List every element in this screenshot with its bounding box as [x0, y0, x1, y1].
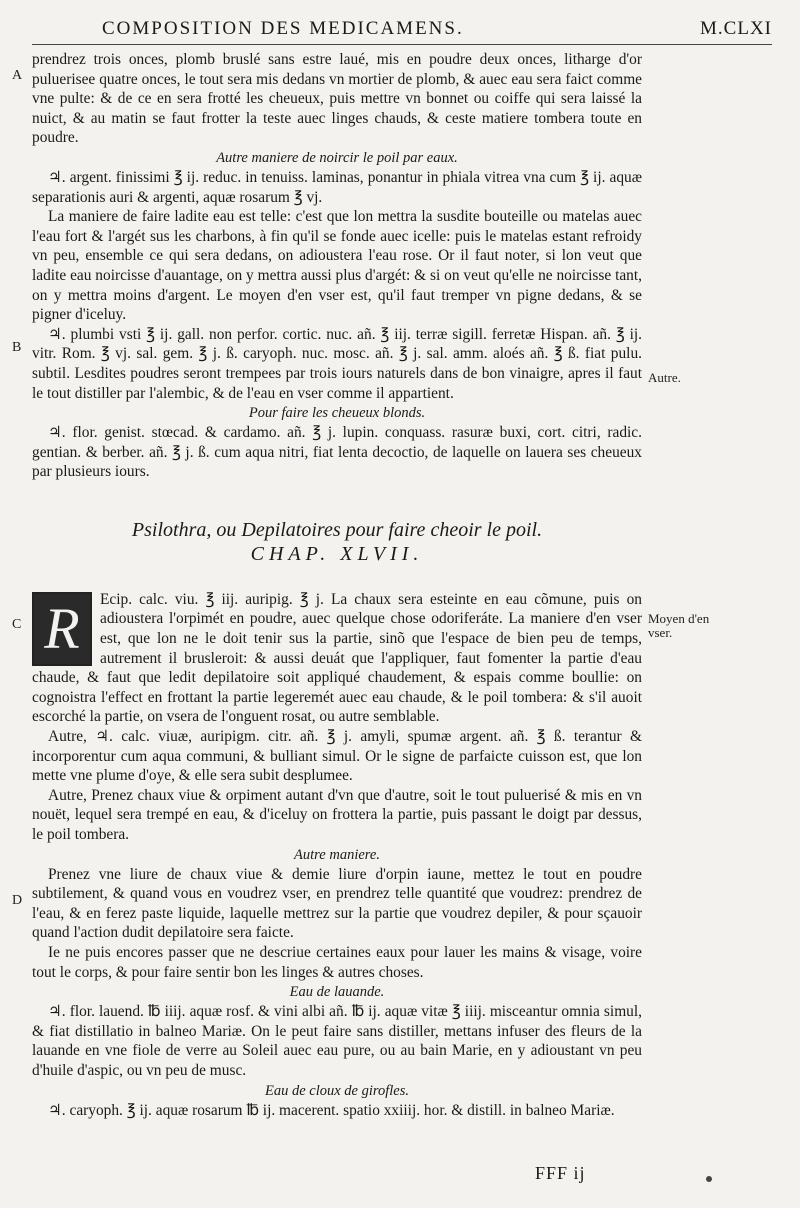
- paragraph-7: Autre, ♃. calc. viuæ, auripigm. citr. añ. ℥ j. amyli, spumæ argent. añ. ℥ ß. terantur & incorporentur cum aqua communi, & bulliant simul. Or le signe de parfaicte cuisson est, que lon mette vne plume d'oye, & elle sera subit desplumee.: [32, 728, 642, 785]
- paragraph-12: ♃. caryoph. ℥ ij. aquæ rosarum ℔ ij. macerent. spatio xxiiij. hor. & distill. in balneo Mariæ.: [48, 1101, 615, 1119]
- paragraph-5: ♃. flor. genist. stœcad. & cardamo. añ. ℥ j. lupin. conquass. rasuræ buxi, cort. citri, radic. gentian. & berber. añ. ℥ j. ß. cum aqua nitri, fiat lenta decoctio, de laquelle on lauera ses cheueux par plusieurs iours.: [32, 424, 642, 481]
- paragraph-4: ♃. plumbi vsti ℥ ij. gall. non perfor. cortic. nuc. añ. ℥ iij. terræ sigill. ferretæ Hispan. añ. ℥ ij. vitr. Rom. ℥ vj. sal. gem. ℥ j. ß. caryoph. nuc. mosc. añ. ℥ j. sal. amm. aloés añ. ℥ ß. fiat pulu. subtil. Lesdites poudres seront trempees par trois iours naturels dans de bon vinaigre, apres il faut le tout distiller par l'alembic, & de l'eau en vser comme il appartient.: [32, 325, 642, 402]
- margin-letter-c: C: [12, 617, 22, 632]
- paragraph-6: Ecip. calc. viu. ℥ iij. auripig. ℥ j. La chaux sera esteinte en eau cõmune, puis on adioustera l'orpimét en poudre, auec quelque chose odoriferáte. La maniere d'en vser est, que lon ne le doit tenir sus la partie, sinõ que l'espace de bien peu de temps, autrement il brusleroit: & aussi deuát que l'appliquer, faut fomenter la partie d'eau chaude, & faut que ledit depilatoire soit appliqué chaudement, & espais comme boullie: on cognoistra l'effect en frottant la partie legeremét auec eau chaude, & le poil tombera: & s'il auoit escorché la partie, on vsera de l'onguent rosat, ou autre semblable.: [32, 590, 642, 726]
- paragraph-2: ♃. argent. finissimi ℥ ij. reduc. in tenuiss. laminas, ponantur in phiala vitrea vna cum ℥ ij. aquæ separationis auri & argenti, aquæ rosarum ℥ vj.: [32, 168, 642, 206]
- folio-number: M.CLXI: [700, 18, 772, 39]
- text-body: [32, 50, 642, 1120]
- side-note-autre: Autre.: [648, 370, 681, 385]
- margin-letter-a: A: [12, 68, 23, 83]
- paragraph-10: Ie ne puis encores passer que ne descriue certaines eaux pour lauer les mains & visage, voire tout le corps, & pour faire sentir bon les linges & autres choses.: [32, 943, 642, 981]
- running-header: [32, 18, 772, 45]
- side-note-moyen-line1: Moyen d'en: [648, 611, 710, 626]
- paragraph-9: Prenez vne liure de chaux viue & demie liure d'orpin iaune, mettez le tout en poudre subtilement, & quand vous en voudrez vser, en prendrez telle quantité que voudrez: prendrez de l'eau, & en ferez paste liquide, laquelle mettrez sur la partie que voudrez depiler, & pour sçauoir quand l'action dudit depilatoire sera faicte.: [32, 865, 642, 942]
- section-heading-noircir: Autre maniere de noircir le poil par eaux.: [216, 149, 458, 166]
- paragraph-1: prendrez trois onces, plomb bruslé sans estre laué, mis en poudre deux onces, litharge d'or puluerisee quatre onces, le tout sera mis dedans vn mortier de plomb, & auec eau sera faict comme vne pulte: & de ce en sera frotté les cheueux, puis mettre vn bonnet ou coiffe qui sera laissé la nuict, & au matin se faut frotter la teste auec linges chauds, & ceste matiere tombera toute en poudre.: [32, 51, 642, 147]
- paragraph-11: ♃. flor. lauend. ℔ iiij. aquæ rosf. & vini albi añ. ℔ ij. aquæ vitæ ℥ iiij. misceantur omnia simul, & fiat distillatio in balneo Mariæ. On le peut faire sans distiller, mettans infuser des fleurs de la lauande en vne fiole de verre au Soleil auec eau pure, ou au bain Marie, en y adioustant vn peu d'huile d'aspic, ou vn peu de musc.: [32, 1003, 642, 1079]
- chapter-number: CHAP. XLVII.: [250, 542, 424, 565]
- margin-letter-d: D: [12, 893, 23, 908]
- side-note-moyen-line2: vser.: [648, 625, 673, 640]
- chapter-title: Psilothra, ou Depilatoires pour faire cheoir le poil.: [131, 518, 543, 541]
- signature-mark: FFF ij: [535, 1163, 586, 1183]
- paragraph-8: Autre, Prenez chaux viue & orpiment autant d'vn que d'autre, soit le tout puluerisé & mis en vn nouët, lequel sera trempé en eau, & d'iceluy on frottera la partie, puis passant le doigt par dessus, le poil tombera.: [32, 786, 642, 843]
- section-heading-autre-maniere: Autre maniere.: [294, 846, 380, 863]
- chapter-opening: [32, 590, 642, 727]
- decorated-initial: R: [32, 592, 92, 666]
- running-title: COMPOSITION DES MEDICAMENS.: [102, 18, 464, 39]
- paragraph-3: La maniere de faire ladite eau est telle: c'est que lon mettra la susdite bouteille ou matelas auec l'eau fort & l'argét sus les charbons, à fin qu'il se fonde auec icelle: puis le matelas estant refroidy vn peu, ensemble ce qui sera dedans, on adioustera l'eau rose. Or il faut noter, si lon veut que ladite eau noircisse d'auantage, on y mettra aussi plus d'argét: & si on veut qu'elle ne noircisse tant, on y mettra moins d'argent. Le moyen d'en vser est, qu'il faut tremper vn pigne dedans, & se pigner d'iceluy.: [32, 208, 642, 324]
- section-heading-blonds: Pour faire les cheueux blonds.: [248, 405, 426, 422]
- section-heading-lauande: Eau de lauande.: [289, 984, 385, 1001]
- margin-letter-b: B: [12, 340, 22, 355]
- ink-spot: [706, 1176, 712, 1182]
- section-heading-girofles: Eau de cloux de girofles.: [264, 1082, 410, 1099]
